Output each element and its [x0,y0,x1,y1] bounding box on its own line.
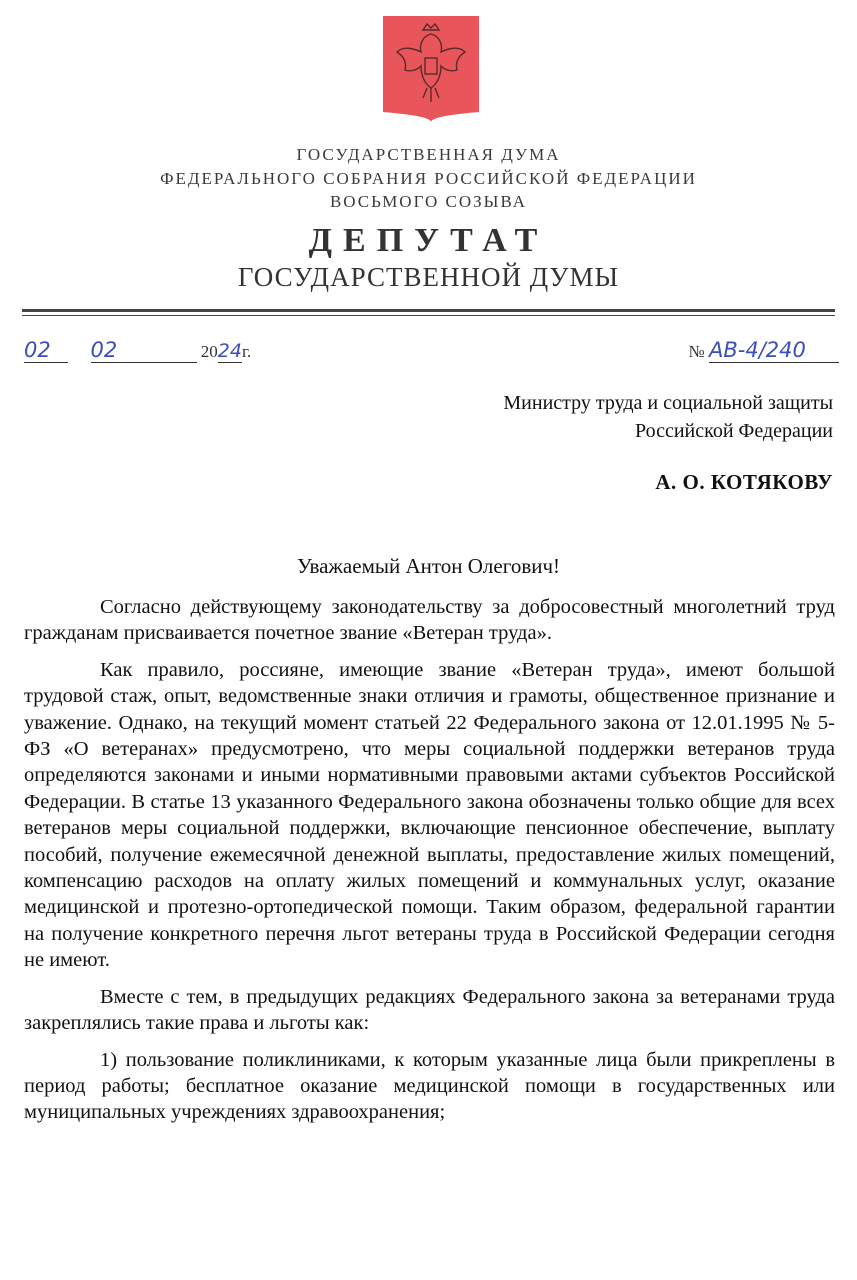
addressee-position: Министру труда и социальной защиты [503,392,833,414]
date-month: 02 [90,338,118,362]
header-divider-thin [22,315,835,316]
org-line-2: ФЕДЕРАЛЬНОГО СОБРАНИЯ РОССИЙСКОЙ ФЕДЕРАЦИИ [160,169,697,188]
date-month-field [91,338,197,363]
coat-of-arms-emblem [383,16,479,122]
paragraph: 1) пользование поликлиниками, к которым указанные лица были прикреплены в период работы; бесплатное оказание медицинской помощи в государственных или муниципальных учреждениях здравоохранения; [24,1048,835,1124]
paragraph: Согласно действующему законодательству за добросовестный многолетний труд гражданам присваивается почетное звание «Ветеран труда». [24,596,835,645]
paragraph: Как правило, россияне, имеющие звание «Ветеран труда», имеют большой трудовой стаж, опыт, ведомственные знаки отличия и грамоты, общественное признание и уважение. Однако, на текущий момент статьей 22 Федерального закона от 12.01.1995 № 5-ФЗ «О ветеранах» предусмотрено, что меры социальной поддержки ветеранов труда определяются законами и иными нормативными правовыми актами субъектов Российской Федерации. В статье 13 указанного Федерального закона обозначены только общие для всех ветеранов меры социальной поддержки, включающие пенсионное обеспечение, выплату пособий, получение ежемесячной денежной выплаты, предоставление жилых помещений, компенсацию расходов на оплату жилых помещений и коммунальных услуг, оказание медицинской и протезно-ортопедической помощи. Таким образом, федеральной гарантии на получение конкретного перечня льгот ветераны труда в Российской Федерации сегодня не имеют. [24,658,835,972]
date-year-suffix: 24 [217,340,242,362]
number-value: АВ-4/240 [709,338,839,363]
number-label: № [688,342,705,361]
header-divider-thick [22,309,835,312]
paragraph: Вместе с тем, в предыдущих редакциях Федерального закона за ветеранами труда закреплялись такие права и льготы как: [24,985,835,1035]
document-date [24,338,251,363]
letterhead-subtitle: ГОСУДАРСТВЕННОЙ ДУМЫ [237,262,620,292]
org-line-3: ВОСЬМОГО СОЗЫВА [329,192,528,211]
document-number [689,338,839,363]
date-year-prefix: 20 [200,342,218,361]
date-day: 02 [24,338,68,363]
greeting: Уважаемый Антон Олегович! [296,554,561,578]
addressee-name: А. О. КОТЯКОВУ [655,470,833,494]
addressee-country: Российской Федерации [634,420,833,442]
letter-body [24,594,835,1136]
date-year-mark: г. [241,342,252,361]
org-line-1: ГОСУДАРСТВЕННАЯ ДУМА [296,145,561,164]
letterhead-title: ДЕПУТАТ [308,222,549,259]
